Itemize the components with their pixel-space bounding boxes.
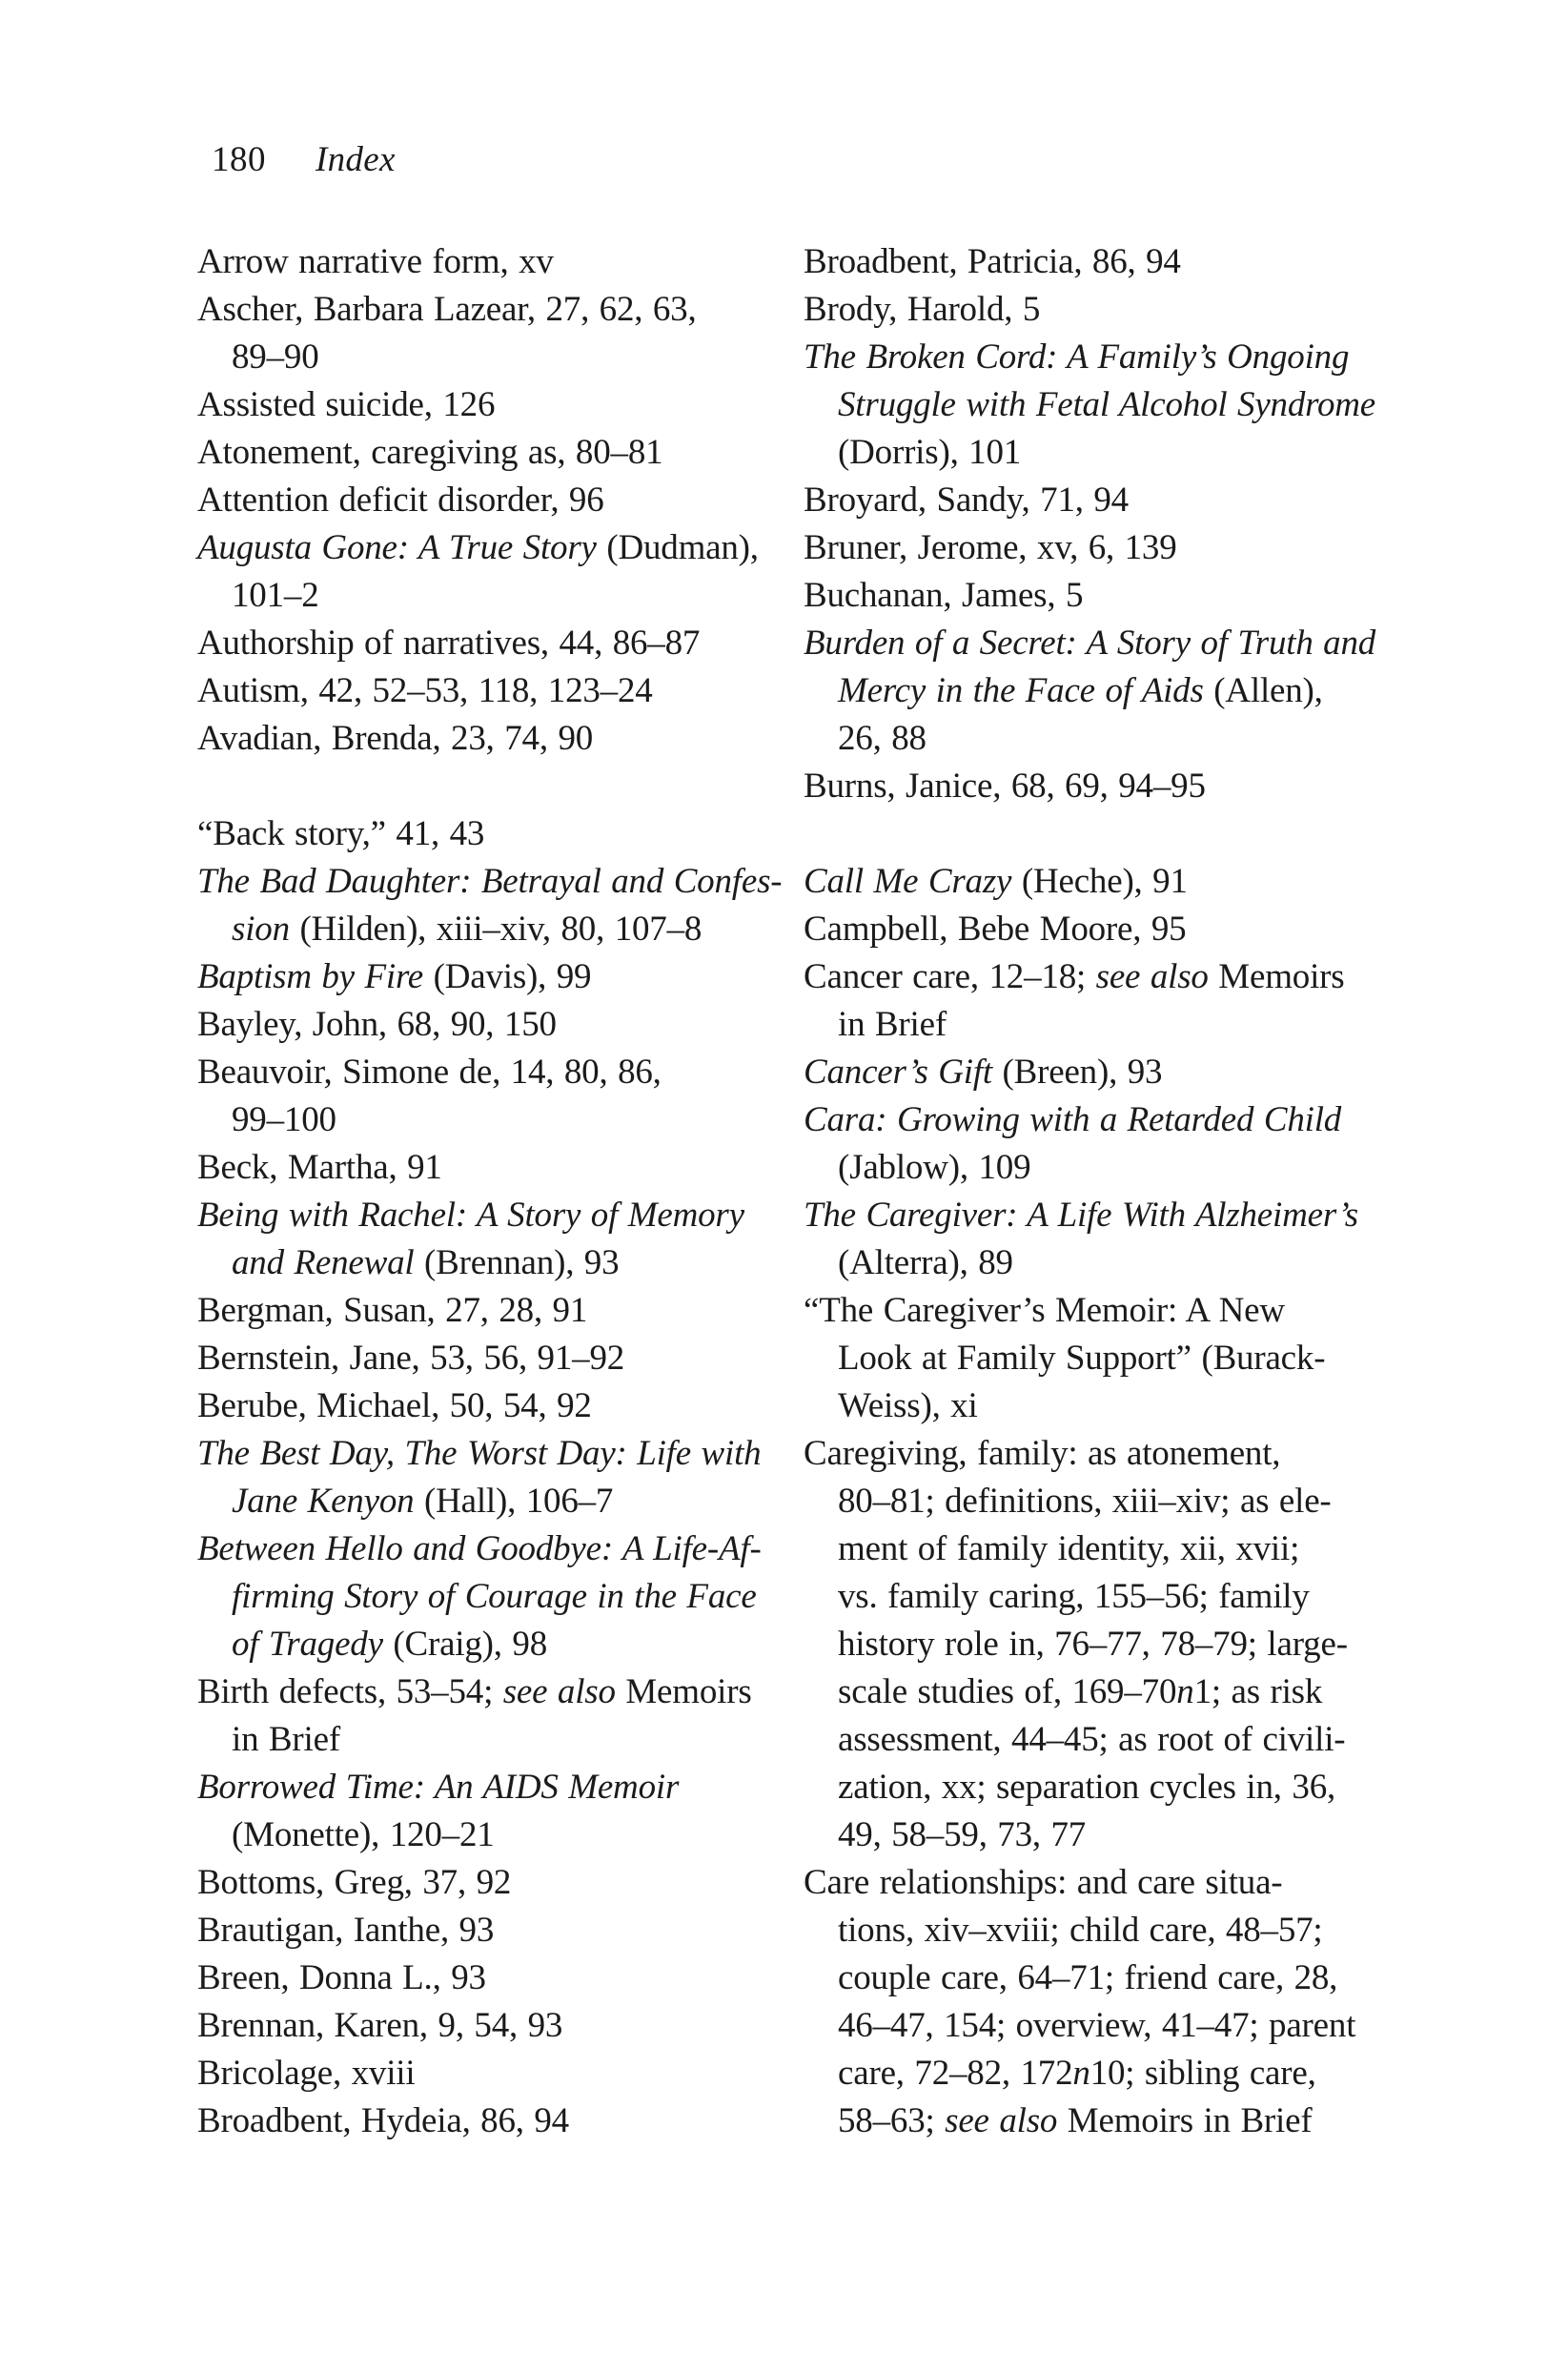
index-line [197,906,793,953]
index-line [197,1001,793,1049]
index-text: Broyard, Sandy, 71, 94 [804,481,1129,520]
index-text: Care relationships: and care situa- [804,1863,1283,1902]
index-text: 89–90 [232,338,319,377]
index-line [804,524,1414,572]
index-text-italic: and Renewal [232,1243,415,1282]
index-text: Burns, Janice, 68, 69, 94–95 [804,767,1206,806]
index-line [197,286,793,334]
index-line [197,1144,793,1192]
index-line [197,381,793,429]
index-text: Avadian, Brenda, 23, 74, 90 [197,719,594,758]
index-line [804,1001,1414,1049]
index-line [804,858,1414,906]
index-text: couple care, 64–71; friend care, 28, [838,1958,1338,1997]
index-text: (Hall), 106–7 [414,1482,614,1521]
index-text-italic: n [1176,1672,1194,1711]
index-text: Buchanan, James, 5 [804,576,1084,615]
index-line [197,715,793,763]
index-text: 46–47, 154; overview, 41–47; parent [838,2006,1356,2045]
index-line [804,572,1414,620]
index-text: 58–63; [838,2101,946,2140]
index-text: history role in, 76–77, 78–79; large- [838,1625,1348,1664]
index-line [804,667,1414,715]
index-line [804,620,1414,667]
index-line [804,1621,1414,1668]
index-text: Atonement, caregiving as, 80–81 [197,433,663,472]
index-text: Bruner, Jerome, xv, 6, 139 [804,528,1177,567]
index-text-italic: The Broken Cord: A Family’s Ongoing [804,338,1350,377]
index-text: Authorship of narratives, 44, 86–87 [197,624,701,663]
index-text-italic: see also [945,2101,1058,2140]
index-line [197,1096,793,1144]
index-line [804,1239,1414,1287]
index-line [197,238,793,286]
index-line [804,1668,1414,1716]
index-line [804,1192,1414,1239]
index-text: (Davis), 99 [423,957,592,996]
index-text: (Dudman), [596,528,759,567]
index-text: Weiss), xi [838,1386,978,1425]
index-text-italic: Augusta Gone: A True Story [197,528,597,567]
index-line [197,1859,793,1907]
index-text-italic: Jane Kenyon [232,1482,415,1521]
index-line [804,2097,1414,2145]
index-text: (Alterra), 89 [838,1243,1013,1282]
index-line [197,953,793,1001]
index-text: 49, 58–59, 73, 77 [838,1815,1087,1854]
index-line [197,810,793,858]
index-text: Memoirs [615,1672,752,1711]
index-text-italic: Borrowed Time: An AIDS Memoir [197,1768,680,1807]
index-line [804,1478,1414,1525]
index-line [804,1716,1414,1764]
index-line [197,572,793,620]
index-text-italic: The Best Day, The Worst Day: Life with [197,1434,762,1473]
index-line [197,1907,793,1954]
index-line [804,1573,1414,1621]
index-text: (Heche), 91 [1011,862,1188,901]
index-line [197,1192,793,1239]
index-text: Bricolage, xviii [197,2054,416,2093]
index-line [804,334,1414,381]
index-line [804,477,1414,524]
index-text: 80–81; definitions, xiii–xiv; as ele- [838,1482,1332,1521]
index-line [197,1716,793,1764]
index-text: zation, xx; separation cycles in, 36, [838,1768,1336,1807]
index-text: Attention deficit disorder, 96 [197,481,604,520]
page-number: 180 [212,140,266,179]
index-text-italic: Call Me Crazy [804,862,1012,901]
index-line [804,2002,1414,2050]
index-line [804,2050,1414,2097]
index-text-italic: see also [502,1672,616,1711]
index-text: “The Caregiver’s Memoir: A New [804,1291,1285,1330]
index-text: (Craig), 98 [382,1625,548,1664]
index-line [197,1430,793,1478]
index-column-left [197,238,793,2145]
index-line [197,1764,793,1811]
index-text: 101–2 [232,576,319,615]
index-line [804,1382,1414,1430]
index-text-italic: The Bad Daughter: Betrayal and Confes- [197,862,783,901]
index-line [804,1144,1414,1192]
index-line [197,1573,793,1621]
index-text: ment of family identity, xii, xvii; [838,1529,1300,1568]
index-text: in Brief [232,1720,340,1759]
index-line [197,1239,793,1287]
index-text: Bayley, John, 68, 90, 150 [197,1005,557,1044]
index-text: 99–100 [232,1100,336,1139]
index-text: Memoirs in Brief [1057,2101,1313,2140]
index-text: Look at Family Support” (Burack- [838,1339,1326,1378]
index-text-italic: Being with Rachel: A Story of Memory [197,1196,744,1235]
index-line [197,2097,793,2145]
index-line [197,1049,793,1096]
index-line [197,667,793,715]
index-text-italic: Cancer’s Gift [804,1053,992,1092]
index-line [197,1335,793,1382]
index-text-italic: sion [232,910,290,949]
index-line [804,1859,1414,1907]
index-text: Beck, Martha, 91 [197,1148,442,1187]
index-text: Bernstein, Jane, 53, 56, 91–92 [197,1339,625,1378]
index-line [804,1096,1414,1144]
index-line [804,763,1414,810]
index-text: (Monette), 120–21 [232,1815,495,1854]
index-line [197,429,793,477]
index-text: Memoirs [1208,957,1345,996]
index-text: (Allen), [1203,671,1323,710]
index-line [804,429,1414,477]
index-text-italic: of Tragedy [232,1625,383,1664]
index-line [804,1335,1414,1382]
index-line [804,1287,1414,1335]
index-line [197,477,793,524]
index-line [197,1382,793,1430]
index-text: Birth defects, 53–54; [197,1672,503,1711]
index-text: Beauvoir, Simone de, 14, 80, 86, [197,1053,662,1092]
running-head [212,139,396,181]
index-column-right [804,238,1414,2145]
index-line [804,286,1414,334]
index-line [804,238,1414,286]
index-text-italic: The Caregiver: A Life With Alzheimer’s [804,1196,1358,1235]
index-line [197,1621,793,1668]
index-line [197,1811,793,1859]
index-line [197,1478,793,1525]
index-text: Arrow narrative form, xv [197,242,554,281]
index-text: 1; as risk [1193,1672,1323,1711]
index-text: Bergman, Susan, 27, 28, 91 [197,1291,588,1330]
index-text: Bottoms, Greg, 37, 92 [197,1863,512,1902]
index-text: (Breen), 93 [991,1053,1163,1092]
index-line [197,1287,793,1335]
index-text-italic: Struggle with Fetal Alcohol Syndrome [838,385,1376,424]
index-text: 26, 88 [838,719,927,758]
index-text: (Dorris), 101 [838,433,1022,472]
index-text: assessment, 44–45; as root of civili- [838,1720,1346,1759]
index-text: vs. family caring, 155–56; family [838,1577,1310,1616]
index-text-italic: Mercy in the Face of Aids [838,671,1204,710]
index-line [197,2002,793,2050]
index-line [197,334,793,381]
index-text: scale studies of, 169–70 [838,1672,1177,1711]
section-title: Index [316,140,396,179]
index-text: Cancer care, 12–18; [804,957,1096,996]
index-line [804,1907,1414,1954]
index-line [804,1049,1414,1096]
index-line [804,1954,1414,2002]
index-line [804,381,1414,429]
index-text: tions, xiv–xviii; child care, 48–57; [838,1911,1323,1950]
index-line [804,1811,1414,1859]
index-text: “Back story,” 41, 43 [197,814,485,853]
index-line [804,906,1414,953]
index-line [804,1764,1414,1811]
index-line [197,858,793,906]
index-text: Brody, Harold, 5 [804,290,1041,329]
index-line [804,1525,1414,1573]
index-text: Breen, Donna L., 93 [197,1958,486,1997]
index-text: Brautigan, Ianthe, 93 [197,1911,495,1950]
index-text: Broadbent, Hydeia, 86, 94 [197,2101,569,2140]
index-text-italic: n [1072,2054,1090,2093]
index-text: Broadbent, Patricia, 86, 94 [804,242,1181,281]
index-text-italic: Baptism by Fire [197,957,424,996]
index-text: Campbell, Bebe Moore, 95 [804,910,1187,949]
index-line [197,2050,793,2097]
index-text: Berube, Michael, 50, 54, 92 [197,1386,592,1425]
index-text-italic: Cara: Growing with a Retarded Child [804,1100,1342,1139]
index-text-italic: see also [1095,957,1209,996]
index-line [197,1954,793,2002]
index-line [804,953,1414,1001]
index-text: 10; sibling care, [1089,2054,1316,2093]
index-line [197,1668,793,1716]
index-text: Brennan, Karen, 9, 54, 93 [197,2006,563,2045]
index-line [197,1525,793,1573]
index-text: (Hilden), xiii–xiv, 80, 107–8 [289,910,703,949]
index-line [197,620,793,667]
index-line [804,1430,1414,1478]
index-line [804,715,1414,763]
index-text: Autism, 42, 52–53, 118, 123–24 [197,671,653,710]
index-text: Caregiving, family: as atonement, [804,1434,1281,1473]
index-text: Ascher, Barbara Lazear, 27, 62, 63, [197,290,697,329]
index-text: (Jablow), 109 [838,1148,1031,1187]
index-line [197,524,793,572]
index-text: care, 72–82, 172 [838,2054,1073,2093]
index-text: Assisted suicide, 126 [197,385,496,424]
index-text-italic: firming Story of Courage in the Face [232,1577,757,1616]
index-text: in Brief [838,1005,947,1044]
index-text-italic: Burden of a Secret: A Story of Truth and [804,624,1376,663]
index-text: (Brennan), 93 [414,1243,620,1282]
index-text-italic: Between Hello and Goodbye: A Life-Af- [197,1529,762,1568]
